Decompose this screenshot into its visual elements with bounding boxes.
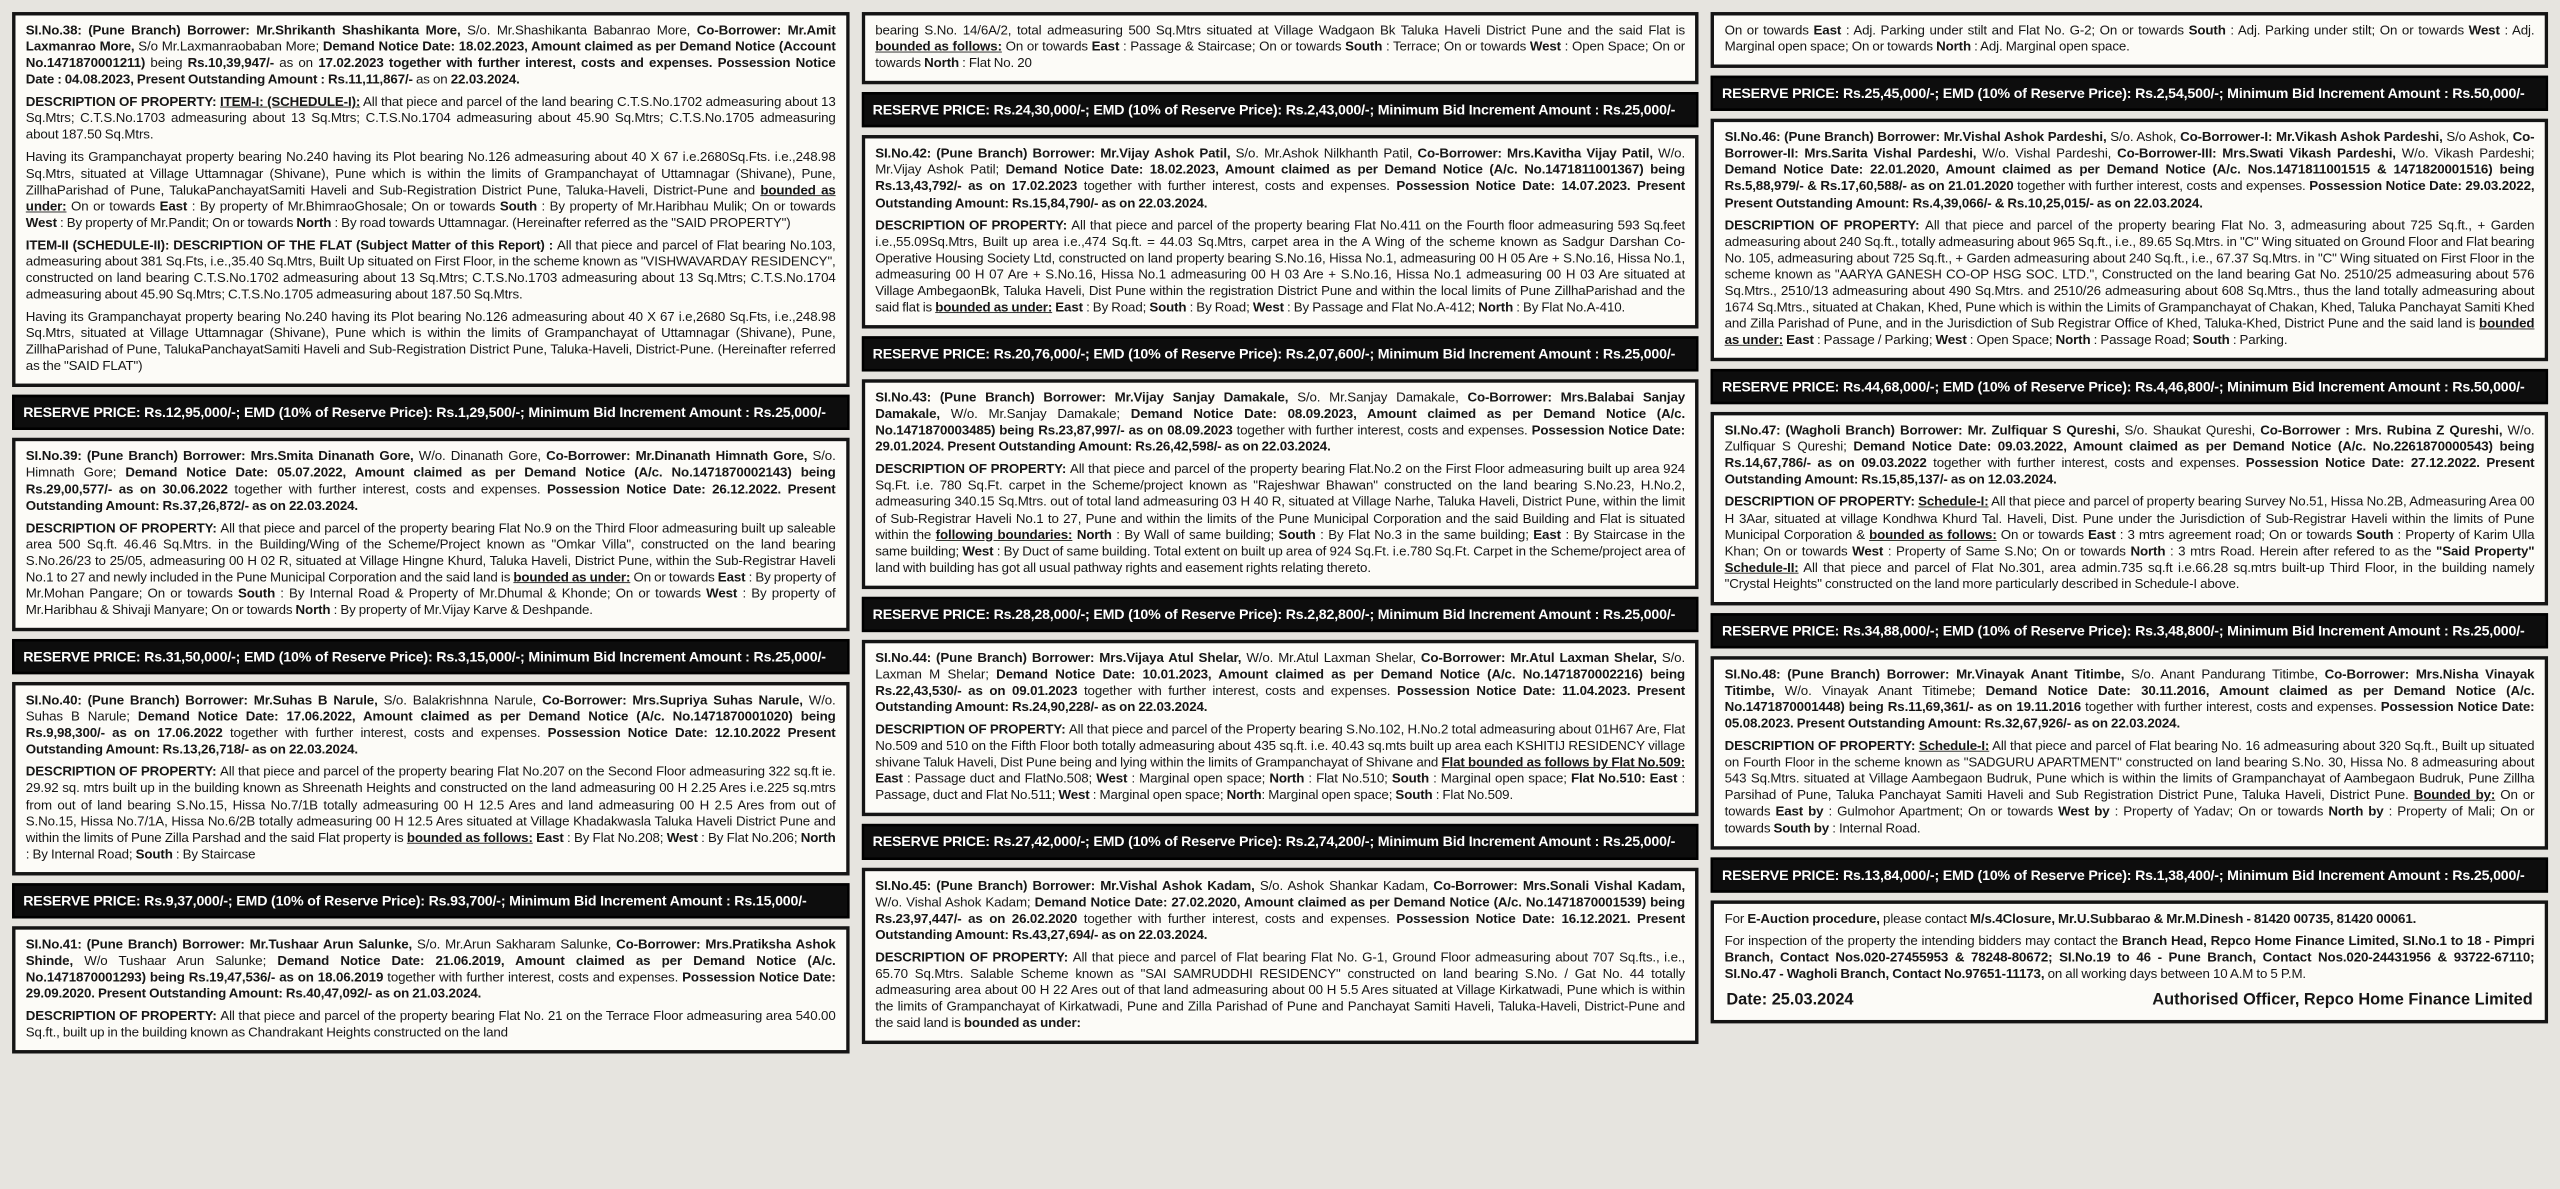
notice-paragraph: SI.No.47: (Wagholi Branch) Borrower: Mr. Zulfiquar S Qureshi, S/o. Shaukat Qureshi, Co-Borrower : Mrs. Rubina Z Qureshi, W/o. Zulfiquar S Qureshi; Demand Notice Date: 09.03.2022, Amount claimed as per Demand Notice (A/c. No.2261870000543) being Rs.14,67,786/- as on 09.03.2022 together with further interest, costs and expenses. Possession Notice Date: 27.12.2022. Present Outstanding Amount: Rs.15,85,137/- as on 12.03.2024. (1724, 423, 2535, 488)
notice-paragraph: For inspection of the property the intending bidders may contact the Branch Head, Repco Home Finance Limited, SI.No.1 to 18 - Pimpri Branch, Contact Nos.020-27455953 & 78248-80672; SI.No.19 to 46 - Pune Branch, Contact Nos.020-24431956 & 93722-67110; SI.No.47 - Wagholi Branch, Contact No.97651-11173, on all working days between 10 A.M to 5 P.M. (1724, 933, 2535, 982)
footer-contact-section (1711, 900, 2548, 1023)
reserve-price-bar: RESERVE PRICE: Rs.13,84,000/-; EMD (10% of Reserve Price): Rs.1,38,400/-; Minimum Bid Increment Amount : Rs.25,000/- (1711, 857, 2548, 892)
notice-paragraph: SI.No.46: (Pune Branch) Borrower: Mr.Vishal Ashok Pardeshi, S/o. Ashok, Co-Borrower-I: Mr.Vikash Ashok Pardeshi, S/o Ashok, Co-Borrower-II: Mrs.Sarita Vishal Pardeshi, W/o. Vishal Pardeshi, Co-Borrower-III: Mrs.Swati Vikash Pardeshi, W/o. Vikash Pardeshi; Demand Notice Date: 22.01.2020, Amount claimed as per Demand Notice (A/c. Nos.1471811001515 & 1471820001516) being Rs.5,88,979/- & Rs.17,60,588/- as on 21.01.2020 together with further interest, costs and expenses. Possession Notice Date: 29.03.2022, Present Outstanding Amount: Rs.4,39,066/- & Rs.10,25,015/- as on 22.03.2024. (1724, 130, 2535, 211)
notice-paragraph: SI.No.45: (Pune Branch) Borrower: Mr.Vishal Ashok Kadam, S/o. Ashok Shankar Kadam, Co-Borrower: Mrs.Sonali Vishal Kadam, W/o. Vishal Ashok Kadam; Demand Notice Date: 27.02.2020, Amount claimed as per Demand Notice (A/c. No.1471870001539) being Rs.23,97,447/- as on 26.02.2020 together with further interest, costs and expenses. Possession Notice Date: 16.12.2021. Present Outstanding Amount: Rs.43,27,694/- as on 22.03.2024. (875, 878, 1686, 943)
notice-paragraph: For E-Auction procedure, please contact M/s.4Closure, Mr.U.Subbarao & Mr.M.Dinesh - 81420 00735, 81420 00061. (1724, 911, 2417, 927)
section-si-no-45 (861, 867, 1698, 1044)
notice-paragraph: DESCRIPTION OF PROPERTY: Schedule-I: All that piece and parcel of Flat bearing No. 16 admeasuring about 320 Sq.ft., Built up situated on Fourth Floor in the scheme known as "SADGURU APARTMENT" constructed on land bearing S.No. 30, Hissa No. 8 admeasuring about 543 Sq.Mtrs. situated at Village Aambegaon Budruk, Pune which is within the limits of Grampanchayat of Aambegaon Budruk, Pune Zillha Parsihad of Pune, Taluka Panchayat Samiti Haveli and Sub Registration District Pune, Taluka Haveli, District Pune. Bounded by: On or towards East by : Gulmohor Apartment; On or towards West by : Property of Yadav; On or towards North by : Property of Mali; On or towards South by : Internal Road. (1724, 738, 2535, 836)
notice-paragraph: DESCRIPTION OF PROPERTY: All that piece and parcel of the property bearing Flat No.9 on the Third Floor admeasuring built up saleable area 500 Sq.ft. 46.46 Sq.Mtrs. in the Building/Wing of the Scheme/Project known as "Omkar Villa", constructed on the land bearing S.No.26/23 to 25/05, admeasuring 00 H 02 R, situated at Village Hingne Khurd, Taluka Haveli, District Pune, within the Sub-Registrar Haveli No.1 to 27 and newly included in the Pune Municipal Corporation and the said land is bounded as under: On or towards East : By property of Mr.Mohan Pangare; On or towards South : By Internal Road & Property of Mr.Dhumal & Khonde; On or towards West : By property of Mr.Haribhau & Shivaji Manyare; On or towards North : By property of Mr.Vijay Karve & Deshpande. (25, 520, 836, 618)
section-si-no-39 (12, 438, 849, 631)
section-si-no-43 (861, 379, 1698, 589)
notice-paragraph: SI.No.40: (Pune Branch) Borrower: Mr.Suhas B Narule, S/o. Balakrishnna Narule, Co-Borrower: Mrs.Supriya Suhas Narule, W/o. Suhas B Narule; Demand Notice Date: 17.06.2022, Amount claimed as per Demand Notice (A/c. No.1471870001020) being Rs.9,98,300/- as on 17.06.2022 together with further interest, costs and expenses. Possession Notice Date: 12.10.2022 Present Outstanding Amount: Rs.13,26,718/- as on 22.03.2024. (25, 693, 836, 758)
reserve-price-bar: RESERVE PRICE: Rs.34,88,000/-; EMD (10% of Reserve Price): Rs.3,48,800/-; Minimum Bid Increment Amount : Rs.25,000/- (1711, 613, 2548, 648)
notice-paragraph: DESCRIPTION OF PROPERTY: ITEM-I: (SCHEDULE-I): All that piece and parcel of the land bearing C.T.S.No.1702 admeasuring about 13 Sq.Mtrs; C.T.S.No.1703 admeasuring about 13 Sq.Mtrs; C.T.S.No.1704 admeasuring about 45.90 Sq.Mtrs; C.T.S.No.1705 admeasuring about 187.50 Sq.Mtrs. (25, 94, 836, 143)
section-si-no-46 (1711, 119, 2548, 361)
notice-paragraph: SI.No.48: (Pune Branch) Borrower: Mr.Vinayak Anant Titimbe, S/o. Anant Pandurang Titimbe, Co-Borrower: Mrs.Nisha Vinayak Titimbe, W/o. Vinayak Anant Titimebe; Demand Notice Date: 30.11.2016, Amount claimed as per Demand Notice (A/c. No.1471870001448) being Rs.11,69,361/- as on 19.11.2016 together with further interest, costs and expenses. Possession Notice Date: 05.08.2023. Present Outstanding Amount: Rs.32,67,926/- as on 22.03.2024. (1724, 667, 2535, 732)
notice-column-2 (861, 12, 1698, 1177)
notice-paragraph: SI.No.41: (Pune Branch) Borrower: Mr.Tushaar Arun Salunke, S/o. Mr.Arun Sakharam Salunke, Co-Borrower: Mrs.Pratiksha Ashok Shinde, W/o Tushaar Arun Salunke; Demand Notice Date: 21.06.2019, Amount claimed as per Demand Notice (A/c. No.1471870001293) being Rs.19,47,536/- as on 18.06.2019 together with further interest, costs and expenses. Possession Notice Date: 29.09.2020. Present Outstanding Amount: Rs.40,47,092/- as on 21.03.2024. (25, 937, 836, 1002)
notice-paragraph: DESCRIPTION OF PROPERTY: All that piece and parcel of the property bearing Flat.No.2 on the First Floor admeasuring built up area 924 Sq.Ft. i.e. 780 Sq.Ft. carpet in the Scheme/project known as "Rajeshwar Bhawan" constructed on the land bearing S.No.23, H.No.2, admeasuring 340.15 Sq.Mtrs. out of total land admeasuring 03 H 40 R, situated at Village Narhe, Taluka Haveli, District Pune, within the limit of Sub-Registrar Haveli No.1 to 27, Pune and within the limits of the Pune Municipal Corporation and the said Building and Flat is situated within the following boundaries: North : By Wall of same building; South : By Flat No.3 in the same building; East : By Staircase in the same building; West : By Duct of same building. Total extent on built up area of 924 Sq.Ft. i.e.780 Sq.Ft. Carpet in the Scheme/project area of land with building has got all usual pathway rights and easement rights relating thereto. (875, 462, 1686, 576)
section-si-no-42 (861, 135, 1698, 328)
notice-date: Date: 25.03.2024 (1726, 990, 1854, 1009)
notice-paragraph: DESCRIPTION OF PROPERTY: All that piece and parcel of the property bearing Flat No. 3, admeasuring about 725 Sq.ft., + Garden admeasuring about 240 Sq.ft., totally admeasuring about 965 Sq.ft., i.e., 89.65 Sq.Mtrs. in "C" Wing situated on Ground Floor and Flat bearing No. 105, admeasuring about 725 Sq.ft., + Garden admeasuring about 240 Sq.ft., i.e., 67.37 Sq.Mtrs. in "C" Wing situated on First Floor in the scheme known as "AARYA GANESH CO-OP HSG SOC. LTD.", Constructed on the land bearing Gat No. 2510/25 admeasuring about 576 Sq.Mtrs., 2510/13 admeasuring about 490 Sq.Mtrs. and 2510/26 admeasuring about 608 Sq.Mtrs., thus the land totally admeasuring about 1674 Sq.Mtrs., situated at Chakan, Khed, Pune which is within the Limits of Grampanchayat of Chakan, Khed, Taluka Panchayat Samiti Khed and Zilla Parishad of Pune, and in the Jurisdiction of Sub Registrar Office of Khed, Taluka-Khed, District Pune and the said land is bounded as under: East : Passage / Parking; West : Open Space; North : Passage Road; South : Parking. (1724, 218, 2535, 348)
notice-paragraph: DESCRIPTION OF PROPERTY: All that piece and parcel of the Property bearing S.No.102, H.No.2 total admeasuring about 01H67 Are, Flat No.509 and 510 on the Fifth Floor both totally admeasuring about 435 sq.ft. i.e. 40.43 sq.mts built up area each KSHITIJ RESIDENCY village shivane Taluk Haveli, Dist Pune being and lying within the limits of Grampanchayat of Shivane and Flat bounded as follows by Flat No.509: East : Passage duct and FlatNo.508; West : Marginal open space; North : Flat No.510; South : Marginal open space; Flat No.510: East : Passage, duct and Flat No.511; West : Marginal open space; North: Marginal open space; South : Flat No.509. (875, 722, 1686, 803)
authorised-officer: Authorised Officer, Repco Home Finance Limited (2152, 990, 2533, 1009)
notice-paragraph: ITEM-II (SCHEDULE-II): DESCRIPTION OF THE FLAT (Subject Matter of this Report) : All that piece and parcel of Flat bearing No.103, admeasuring about 381 Sq.Fts, i.e.,35.40 Sq.Mtrs, Built Up situated on First Floor, in the scheme known as "VISHWAVARDAY RESIDENCY", constructed on land bearing C.T.S.No.1702 admeasuring about 13 Sq.Mtrs; C.T.S.No.1703 admeasuring about 13 Sq.Mtrs; C.T.S.No.1704 admeasuring about 45.90 Sq.Mtrs; C.T.S.No.1705 admeasuring about 187.50 Sq.Mtrs. (25, 238, 836, 302)
reserve-price-bar: RESERVE PRICE: Rs.12,95,000/-; EMD (10% of Reserve Price): Rs.1,29,500/-; Minimum Bid Increment Amount : Rs.25,000/- (12, 395, 849, 430)
notice-paragraph: Having its Grampanchayat property bearing No.240 having its Plot bearing No.126 admeasuring about 40 X 67 i.e,2680 Sq.Fts, i.e.,248.98 Sq.Mtrs, situated at Village Uttamnagar (Shivane), Pune which is within the limits of Grampanchayat of Uttamnagar (Shivane), Pune, ZillhaParishad of Pune, TalukaPanchayatSamiti Haveli and Sub-Registration District Pune, Taluka-Haveli, District-Pune. (Hereinafter referred as the "SAID FLAT") (25, 309, 836, 374)
notice-paragraph: DESCRIPTION OF PROPERTY: All that piece and parcel of the property bearing Flat No. 21 on the Terrace Floor admeasuring area 540.00 Sq.ft., built up in the building known as Chandrakant Heights constructed on the land (25, 1008, 836, 1040)
notice-paragraph: bearing S.No. 14/6A/2, total admeasuring 500 Sq.Mtrs situated at Village Wadgaon Bk Taluka Haveli District Pune and the said Flat is bounded as follows: On or towards East : Passage & Staircase; On or towards South : Terrace; On or towards West : Open Space; On or towards North : Flat No. 20 (875, 23, 1686, 71)
section-si-no-41 (12, 926, 849, 1054)
reserve-price-bar: RESERVE PRICE: Rs.44,68,000/-; EMD (10% of Reserve Price): Rs.4,46,800/-; Minimum Bid Increment Amount : Rs.50,000/- (1711, 369, 2548, 404)
reserve-price-bar: RESERVE PRICE: Rs.28,28,000/-; EMD (10% of Reserve Price): Rs.2,82,800/-; Minimum Bid Increment Amount : Rs.25,000/- (861, 597, 1698, 632)
signature-row (1726, 991, 2532, 1010)
section-si-no-40 (12, 682, 849, 875)
section-si-no-41-continued (861, 12, 1698, 84)
reserve-price-bar: RESERVE PRICE: Rs.24,30,000/-; EMD (10% of Reserve Price): Rs.2,43,000/-; Minimum Bid Increment Amount : Rs.25,000/- (861, 92, 1698, 127)
section-si-no-38 (12, 12, 849, 387)
reserve-price-bar: RESERVE PRICE: Rs.20,76,000/-; EMD (10% of Reserve Price): Rs.2,07,600/-; Minimum Bid Increment Amount : Rs.25,000/- (861, 336, 1698, 371)
notice-column-1 (12, 12, 849, 1177)
notice-paragraph: SI.No.42: (Pune Branch) Borrower: Mr.Vijay Ashok Patil, S/o. Mr.Ashok Nilkhanth Patil, Co-Borrower: Mrs.Kavitha Vijay Patil, W/o. Mr.Vijay Ashok Patil; Demand Notice Date: 18.02.2023, Amount claimed as per Demand Notice (A/c. No.1471811001367) being Rs.13,43,792/- as on 17.02.2023 together with further interest, costs and expenses. Possession Notice Date: 14.07.2023. Present Outstanding Amount: Rs.15,84,790/- as on 22.03.2024. (875, 146, 1686, 211)
section-si-no-48 (1711, 656, 2548, 849)
notice-paragraph: SI.No.44: (Pune Branch) Borrower: Mrs.Vijaya Atul Shelar, W/o. Mr.Atul Laxman Shelar, Co-Borrower: Mr.Atul Laxman Shelar, S/o. Laxman M Shelar; Demand Notice Date: 10.01.2023, Amount claimed as per Demand Notice (A/c. No.1471870002216) being Rs.22,43,530/- as on 09.01.2023 together with further interest, costs and expenses. Possession Notice Date: 11.04.2023. Present Outstanding Amount: Rs.24,90,228/- as on 22.03.2024. (875, 650, 1686, 715)
section-si-no-47 (1711, 412, 2548, 605)
notice-paragraph: SI.No.39: (Pune Branch) Borrower: Mrs.Smita Dinanath Gore, W/o. Dinanath Gore, Co-Borrower: Mr.Dinanath Himnath Gore, S/o. Himnath Gore; Demand Notice Date: 05.07.2022, Amount claimed as per Demand Notice (A/c. No.1471870002143) being Rs.29,00,577/- as on 30.06.2022 together with further interest, costs and expenses. Possession Notice Date: 26.12.2022. Present Outstanding Amount: Rs.37,26,872/- as on 22.03.2024. (25, 449, 836, 514)
section-si-no-45-continued (1711, 12, 2548, 68)
notice-paragraph: DESCRIPTION OF PROPERTY: All that piece and parcel of Flat bearing Flat No. G-1, Ground Floor admeasuring about 707 Sq.fts., i.e., 65.70 Sq.Mtrs. Salable Scheme known as "SAI SAMRUDDHI RESIDENCY" constructed on land bearing S.No. / Gat No. 44 totally admeasuring area about 00 H 22 Ares out of that land admeasuring about 00 H 5.5 Ares situated at Village Kirkatwadi, Pune which is within the limits of Grampanchayat of Kirkatwadi, Pune and Zilla Parishad of Pune and Panchayat Samiti Haveli, Taluka-Haveli, District-Pune and the said land is bounded as under: (875, 950, 1686, 1031)
reserve-price-bar: RESERVE PRICE: Rs.9,37,000/-; EMD (10% of Reserve Price): Rs.93,700/-; Minimum Bid Increment Amount : Rs.15,000/- (12, 883, 849, 918)
section-si-no-44 (861, 640, 1698, 817)
notice-column-3 (1711, 12, 2548, 1177)
notice-paragraph: DESCRIPTION OF PROPERTY: All that piece and parcel of the property bearing Flat No.207 on the Second Floor admeasuring 322 sq.ft ie. 29.92 sq. mtrs built up in the building known as Shreenath Heights and constructed on the land admeasuring 00 H 2.25 Ares i.e.225 sq.mtrs from out of land bearing S.No.15, Hissa No.7/1B totally admeasuring 00 H 12.5 Ares and land admeasuring 00 H 2.5 Ares from out of S.No.15, Hissa No.7/1A, Hissa No.6/2B totally admeasuring 00 H 12.5 Ares situated at Village Khadakwasla Taluka Haveli District Pune and within the limits of Pune Zilla Parshad and the said Flat property is bounded as follows: East : By Flat No.208; West : By Flat No.206; North : By Internal Road; South : By Staircase (25, 764, 836, 862)
notice-paragraph: DESCRIPTION OF PROPERTY: All that piece and parcel of the property bearing Flat No.411 on the Fourth floor admeasuring 593 Sq.feet i.e.,55.09Sq.Mtrs, Built up area i.e.,474 Sq.ft. = 44.03 Sq.Mtrs, carpet area in the A Wing of the scheme known as Sadgur Darshan Co-Operative Housing Society Ltd, constructed on land property bearing S.No.16, Hissa No.1, admeasuring 00 H 05 Are + S.No.16, Hissa No.1, admeasuring 00 H 07 Are + S.No.16, Hissa No.1 admeasuring 00 H 03 Are + S.No.16, Hissa No.1 admeasuring 00 H 03 Are situated at Village AmbegaonBk, Taluka Haveli, Dist Pune within the registration District Pune and within the local limits of Pune ZillhaParishad and the said flat is bounded as under: East : By Road; South : By Road; West : By Passage and Flat No.A-412; North : By Flat No.A-410. (875, 218, 1686, 315)
reserve-price-bar: RESERVE PRICE: Rs.31,50,000/-; EMD (10% of Reserve Price): Rs.3,15,000/-; Minimum Bid Increment Amount : Rs.25,000/- (12, 639, 849, 674)
notice-paragraph: SI.No.38: (Pune Branch) Borrower: Mr.Shrikanth Shashikanta More, S/o. Mr.Shashikanta Babanrao More, Co-Borrower: Mr.Amit Laxmanrao More, S/o Mr.Laxmanraobaban More; Demand Notice Date: 18.02.2023, Amount claimed as per Demand Notice (Account No.1471870001211) being Rs.10,39,947/- as on 17.02.2023 together with further interest, costs and expenses. Possession Notice Date : 04.08.2023, Present Outstanding Amount : Rs.11,11,867/- as on 22.03.2024. (25, 23, 836, 88)
notice-paragraph: On or towards East : Adj. Parking under stilt and Flat No. G-2; On or towards South : Adj. Parking under stilt; On or towards West : Adj. Marginal open space; On or towards North : Adj. Marginal open space. (1724, 23, 2535, 55)
notice-paragraph: SI.No.43: (Pune Branch) Borrower: Mr.Vijay Sanjay Damakale, S/o. Mr.Sanjay Damakale, Co-Borrower: Mrs.Balabai Sanjay Damakale, W/o. Mr.Sanjay Damakale; Demand Notice Date: 08.09.2023, Amount claimed as per Demand Notice (A/c. No.1471870003485) being Rs.23,87,997/- as on 08.09.2023 together with further interest, costs and expenses. Possession Notice Date: 29.01.2024. Present Outstanding Amount: Rs.26,42,598/- as on 22.03.2024. (875, 390, 1686, 455)
notice-paragraph: Having its Grampanchayat property bearing No.240 having its Plot bearing No.126 admeasuring about 40 X 67 i.e.2680Sq.Fts. i.e.,248.98 Sq.Mtrs, situated at Village Uttamnagar (Shivane), Pune which is within the limits of Grampanchayat of Uttamnagar (Shivane), Pune, ZillhaParishad of Pune, TalukaPanchayatSamiti Haveli and Sub-Registration District Pune, Taluka-Haveli, District-Pune and bounded as under: On or towards East : By property of Mr.BhimraoGhosale; On or towards South : By property of Mr.Haribhau Mulik; On or towards West : By property of Mr.Pandit; On or towards North : By road towards Uttamnagar. (Hereinafter referred as the "SAID PROPERTY") (25, 150, 836, 231)
notice-paragraph: DESCRIPTION OF PROPERTY: Schedule-I: All that piece and parcel of property bearing Survey No.51, Hissa No.2B, Admeasuring Area 00 H 3Aar, situated at village Kondhwa Khurd Tal. Haveli, Dist. Pune under the Jurisdiction of Sub-Registrar Haveli within the limits of Pune Municipal Corporation & bounded as follows: On or towards East : 3 mtrs agreement road; On or towards South : Property of Karim Ulla Khan; On or towards West : Property of Same S.No; On or towards North : 3 mtrs Road. Herein after refered to as the "Said Property" Schedule-II: All that piece and parcel of Flat No.301, area admin.735 sq.ft i.e.66.28 sq.mtrs built-up Third Floor, in the building namely "Crystal Heights" constructed on the land more particularly described in Schedule-I above. (1724, 494, 2535, 592)
reserve-price-bar: RESERVE PRICE: Rs.25,45,000/-; EMD (10% of Reserve Price): Rs.2,54,500/-; Minimum Bid Increment Amount : Rs.50,000/- (1711, 76, 2548, 111)
reserve-price-bar: RESERVE PRICE: Rs.27,42,000/-; EMD (10% of Reserve Price): Rs.2,74,200/-; Minimum Bid Increment Amount : Rs.25,000/- (861, 824, 1698, 859)
